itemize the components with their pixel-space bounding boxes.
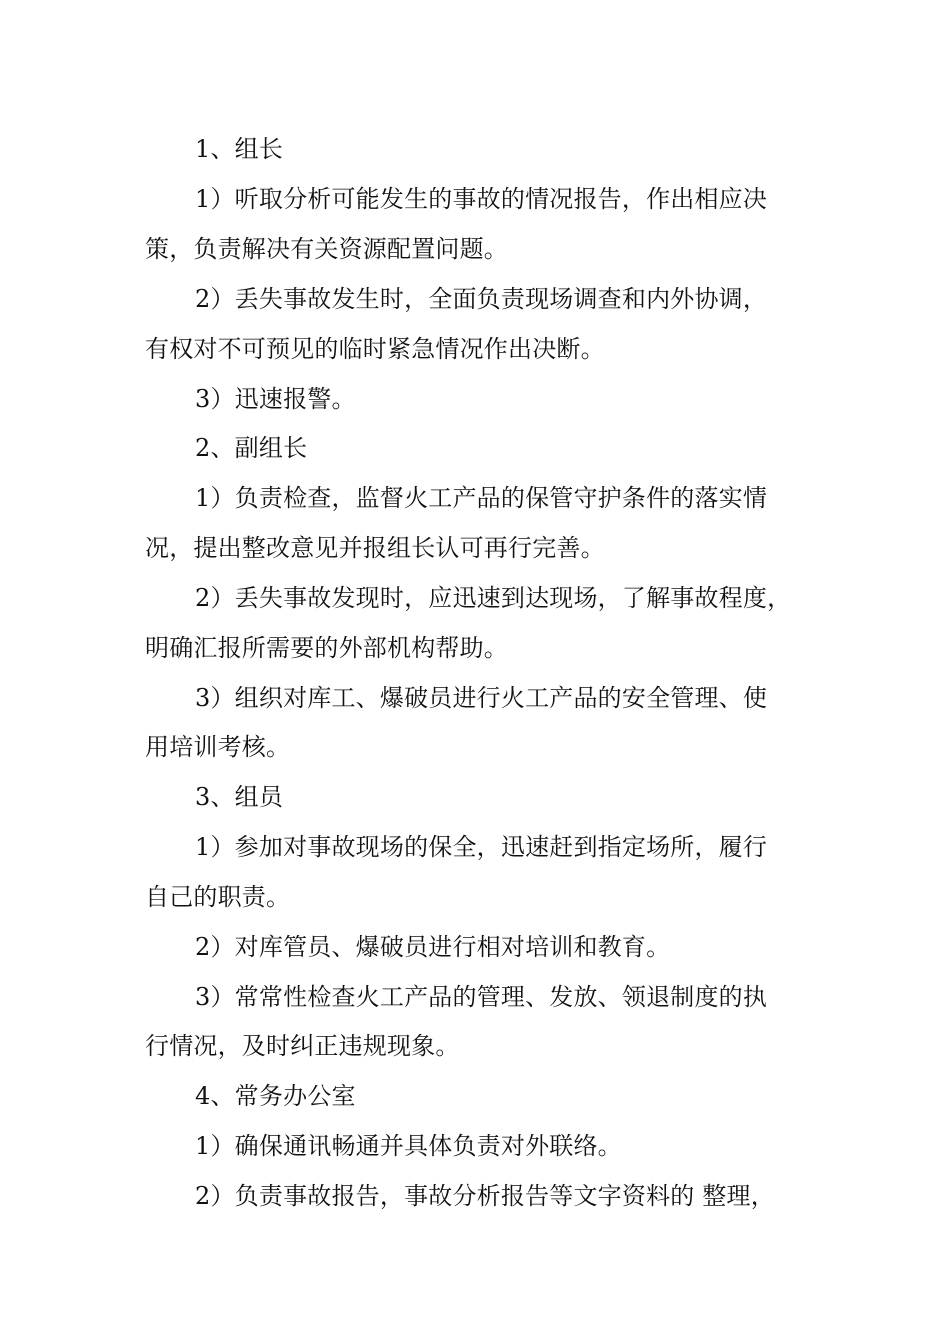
paragraph-line: 1）参加对事故现场的保全，迅速赶到指定场所，履行: [195, 833, 768, 861]
paragraph-line: 3）迅速报警。: [195, 385, 356, 413]
paragraph-line: 1）确保通讯畅通并具体负责对外联络。: [195, 1132, 622, 1160]
paragraph-line: 1）听取分析可能发生的事故的情况报告，作出相应决: [195, 185, 768, 213]
paragraph-line: 明确汇报所需要的外部机构帮助。: [145, 634, 508, 662]
paragraph-line: 行情况，及时纠正违规现象。: [145, 1032, 460, 1060]
paragraph-line: 自己的职责。: [145, 883, 291, 911]
paragraph-line: 3）组织对库工、爆破员进行火工产品的安全管理、使: [195, 684, 768, 712]
paragraph-line: 用培训考核。: [145, 733, 291, 761]
paragraph-line: 策，负责解决有关资源配置问题。: [145, 235, 508, 263]
paragraph-line: 1）负责检查，监督火工产品的保管守护条件的落实情: [195, 484, 768, 512]
paragraph-line: 有权对不可预见的临时紧急情况作出决断。: [145, 335, 605, 363]
paragraph-line: 3）常常性检查火工产品的管理、发放、领退制度的执: [195, 983, 768, 1011]
section-heading-members: 3、组员: [195, 783, 284, 811]
paragraph-line: 2）丢失事故发生时，全面负责现场调查和内外协调，: [195, 285, 768, 313]
paragraph-line: 2）负责事故报告，事故分析报告等文字资料的 整理，: [195, 1182, 775, 1210]
paragraph-line: 2）对库管员、爆破员进行相对培训和教育。: [195, 933, 671, 961]
paragraph-line: 2）丢失事故发现时，应迅速到达现场，了解事故程度，: [195, 584, 792, 612]
section-heading-team-leader: 1、组长: [195, 135, 284, 163]
paragraph-line: 况，提出整改意见并报组长认可再行完善。: [145, 534, 605, 562]
section-heading-office: 4、常务办公室: [195, 1082, 356, 1110]
section-heading-deputy-leader: 2、副组长: [195, 434, 308, 462]
